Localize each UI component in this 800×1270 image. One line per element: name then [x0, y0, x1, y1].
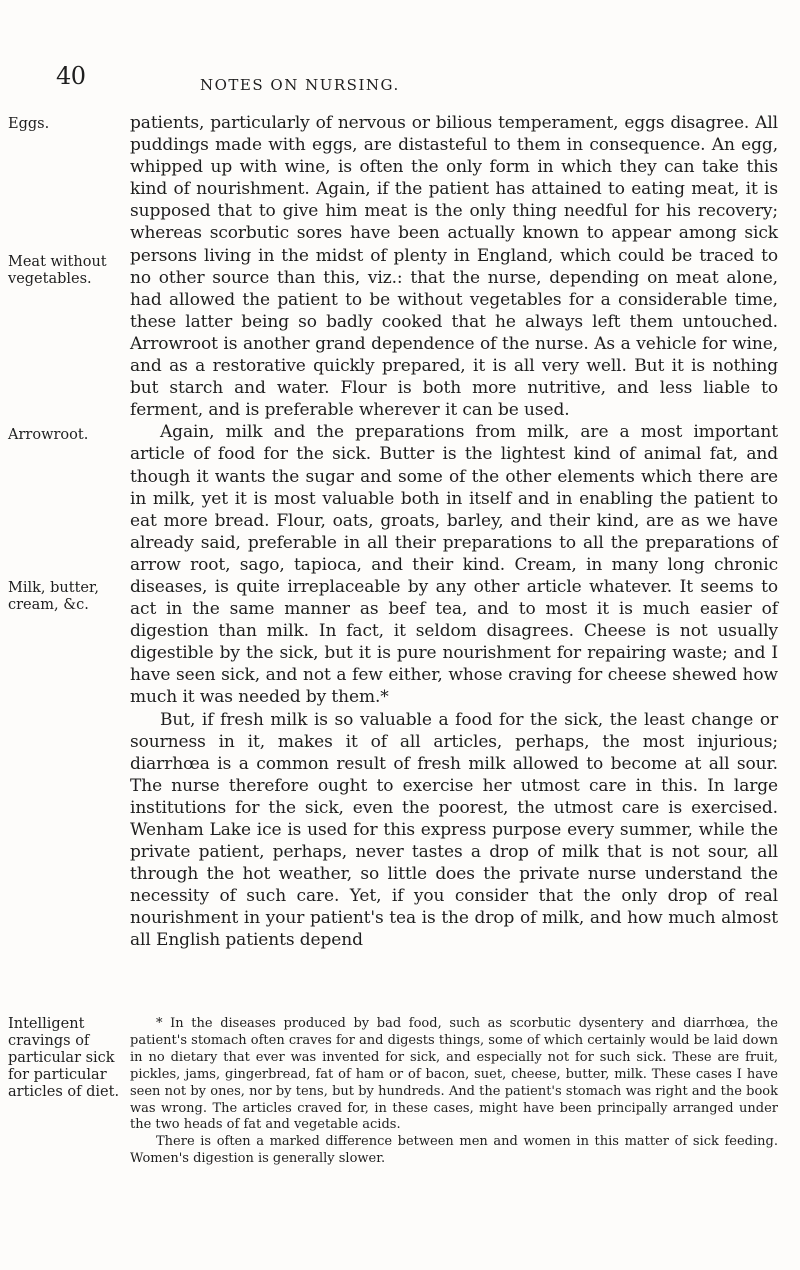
- running-title: NOTES ON NURSING.: [200, 76, 400, 94]
- margin-note-eggs: Eggs.: [8, 116, 50, 132]
- footnote: [130, 1016, 778, 1168]
- margin-note-arrowroot: Arrowroot.: [8, 427, 89, 443]
- paragraph-milk-butter-cream: Again, milk and the preparations from milk, are a most important article of food for the sick. Butter is the lightest kind of animal fat, and though it wants the sugar and some of the other elements which there are in milk, yet it is most valuable both in itself and in enabling the patient to eat more bread. Flour, oats, groats, barley, and their kind, are as we have already said, preferable in all their preparations to all the preparations of arrow root, sago, tapioca, and their kind. Cream, in many long chronic diseases, is quite irreplaceable by any other article whatever. It seems to act in the same manner as beef tea, and to most it is much easier of digestion than milk. In fact, it seldom disagrees. Cheese is not usually digestible by the sick, but it is pure nourishment for repairing waste; and I have seen sick, and not a few either, whose craving for cheese shewed how much it was needed by them.*: [130, 422, 778, 708]
- body-text: [130, 112, 778, 952]
- paragraph-fresh-milk: But, if fresh milk is so valuable a food for the sick, the least change or sourness in it, makes it of all articles, perhaps, the most injurious; diarrhœa is a common result of fresh milk allowed to become at all sour. The nurse therefore ought to exercise her utmost care in this. In large institutions for the sick, even the poorest, the utmost care is exercised. Wenham Lake ice is used for this express purpose every summer, while the private patient, perhaps, never tastes a drop of milk that is not sour, all through the hot weather, so little does the private nurse understand the necessity of such care. Yet, if you consider that the only drop of real nourishment in your patient's tea is the drop of milk, and how much almost all English patients depend: [130, 709, 778, 951]
- footnote-paragraph-women: There is often a marked difference between men and women in this matter of sick feeding. Women's digestion is generally slower.: [130, 1134, 778, 1167]
- margin-note-cravings: Intelligent cravings of particular sick for particular articles of diet.: [8, 1016, 120, 1100]
- paragraph-eggs-meat-arrowroot: patients, particularly of nervous or bilious temperament, eggs disagree. All puddings made with eggs, are distasteful to them in consequence. An egg, whipped up with wine, is often the only form in which they can take this kind of nourishment. Again, if the patient has attained to eating meat, it is supposed that to give him meat is the only thing needful for his recovery; whereas scorbutic sores have been actually known to appear among sick persons living in the midst of plenty in England, which could be traced to no other source than this, viz.: that the nurse, depending on meat alone, had allowed the patient to be without vegetables for a considerable time, these latter being so badly cooked that he always left them untouched. Arrowroot is another grand dependence of the nurse. As a vehicle for wine, and as a restorative quickly prepared, it is all very well. But it is nothing but starch and water. Flour is both more nutritive, and less liable to ferment, and is preferable wherever it can be used.: [130, 113, 778, 421]
- footnote-paragraph: * In the diseases produced by bad food, such as scorbutic dysentery and diarrhœa, the patient's stomach often craves for and digests things, some of which certainly would be laid down in no dietary that ever was invented for sick, and especially not for such sick. These are fruit, pickles, jams, gingerbread, fat of ham or of bacon, suet, cheese, butter, milk. These cases I have seen not by ones, nor by tens, but by hundreds. And the patient's stomach was right and the book was wrong. The articles craved for, in these cases, might have been principally arranged under the two heads of fat and vegetable acids.: [130, 1016, 778, 1133]
- margin-note-meat: Meat without vegetables.: [8, 254, 107, 287]
- margin-note-milk: Milk, butter, cream, &c.: [8, 580, 99, 613]
- page-number: 40: [56, 62, 86, 90]
